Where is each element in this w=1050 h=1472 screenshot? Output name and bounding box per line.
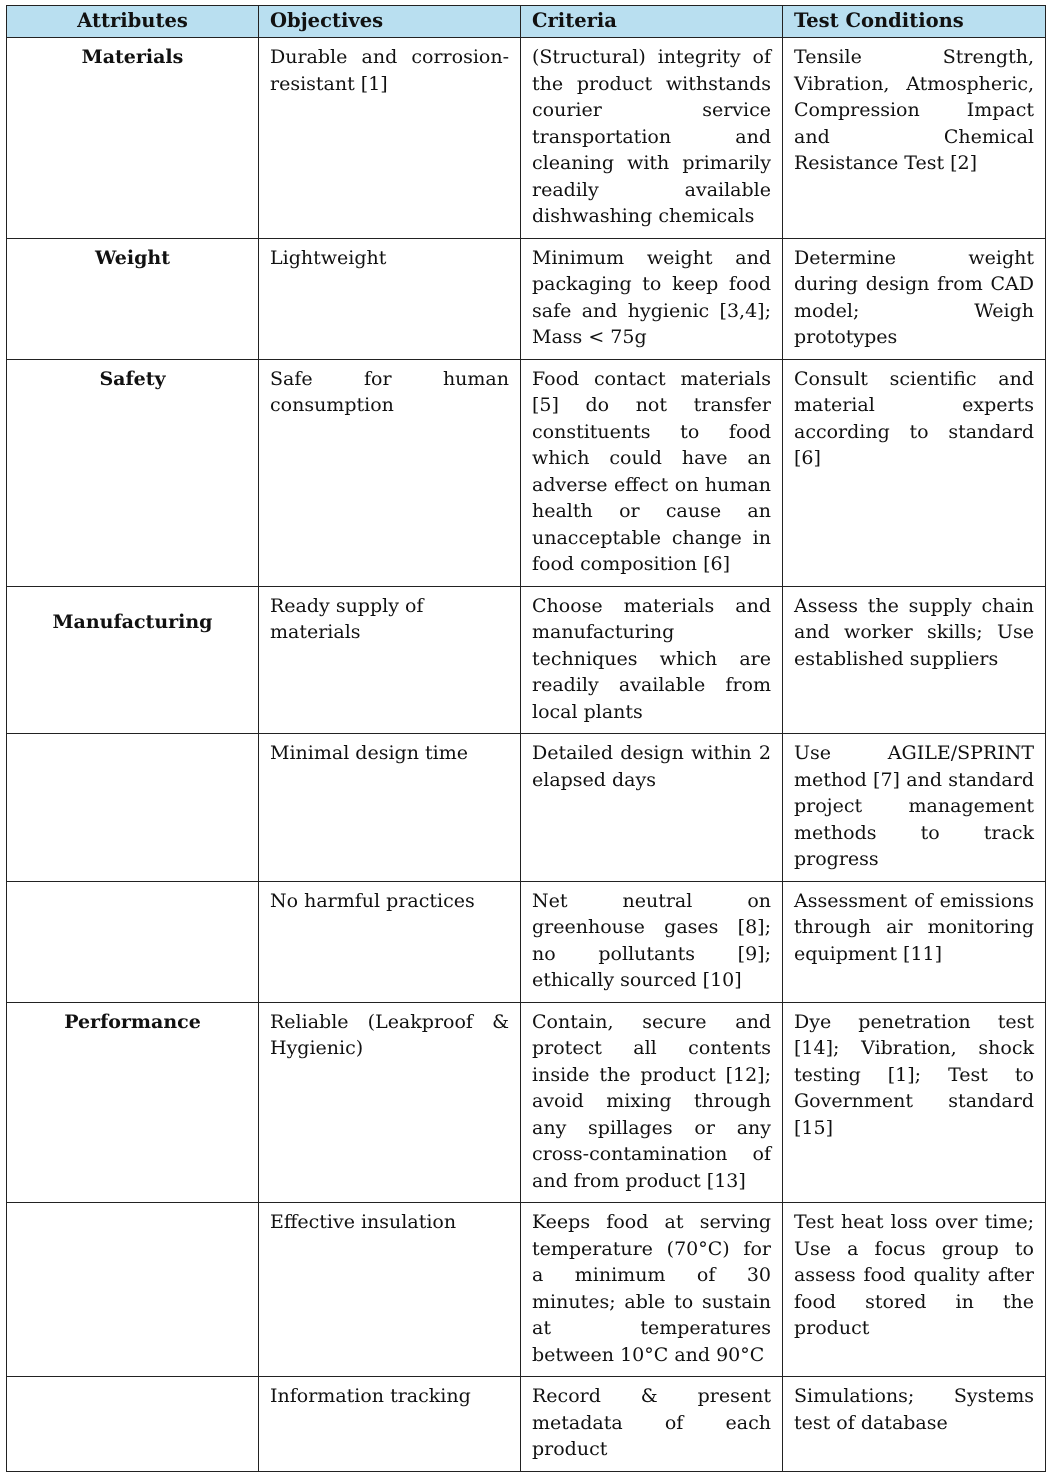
objective-cell: Minimal design time (259, 734, 521, 882)
attribute-cell (7, 1377, 259, 1472)
criteria-cell: Food contact materials [5] do not transfer constituents to food which could have an adverse effect on human health or cause an unacceptable change in food composition [6] (521, 359, 783, 586)
test-conditions-cell: Assessment of emissions through air monitoring equipment [11] (783, 881, 1046, 1002)
table-row (7, 38, 1046, 239)
table-row (7, 1002, 1046, 1203)
header-attributes: Attributes (7, 6, 259, 38)
header-criteria: Criteria (521, 6, 783, 38)
objective-cell: Reliable (Leakproof & Hygienic) (259, 1002, 521, 1203)
criteria-cell: Minimum weight and packaging to keep food safe and hygienic [3,4]; Mass < 75g (521, 238, 783, 359)
test-conditions-cell: Determine weight during design from CAD model; Weigh prototypes (783, 238, 1046, 359)
attribute-cell: Performance (7, 1002, 259, 1203)
table-row (7, 586, 1046, 734)
criteria-cell: Choose materials and manufacturing techniques which are readily available from local plants (521, 586, 783, 734)
test-conditions-cell: Test heat loss over time; Use a focus group to assess food quality after food stored in the product (783, 1203, 1046, 1377)
objective-cell: Information tracking (259, 1377, 521, 1472)
attribute-cell: Weight (7, 238, 259, 359)
header-objectives: Objectives (259, 6, 521, 38)
criteria-cell: Keeps food at serving temperature (70°C) for a minimum of 30 minutes; able to sustain at temperatures between 10°C and 90°C (521, 1203, 783, 1377)
objective-cell: Effective insulation (259, 1203, 521, 1377)
criteria-cell: Contain, secure and protect all contents inside the product [12]; avoid mixing through any spillages or any cross-contamination of and from product [13] (521, 1002, 783, 1203)
objective-cell: Safe for human consumption (259, 359, 521, 586)
table-row (7, 359, 1046, 586)
table-row (7, 734, 1046, 882)
attribute-cell: Manufacturing (7, 586, 259, 734)
table-row (7, 881, 1046, 1002)
header-test-conditions: Test Conditions (783, 6, 1046, 38)
objective-cell: Ready supply of materials (259, 586, 521, 734)
test-conditions-cell: Tensile Strength, Vibration, Atmospheric, Compression Impact and Chemical Resistance Test [2] (783, 38, 1046, 239)
test-conditions-cell: Dye penetration test [14]; Vibration, shock testing [1]; Test to Government standard [15] (783, 1002, 1046, 1203)
attribute-cell: Materials (7, 38, 259, 239)
criteria-cell: Detailed design within 2 elapsed days (521, 734, 783, 882)
criteria-cell: (Structural) integrity of the product withstands courier service transportation and cleaning with primarily readily available dishwashing chemicals (521, 38, 783, 239)
requirements-table (6, 5, 1046, 1472)
objective-cell: Lightweight (259, 238, 521, 359)
test-conditions-cell: Simulations; Systems test of database (783, 1377, 1046, 1472)
attribute-cell (7, 1203, 259, 1377)
header-row (7, 6, 1046, 38)
test-conditions-cell: Consult scientific and material experts according to standard [6] (783, 359, 1046, 586)
table-row (7, 1377, 1046, 1472)
criteria-cell: Net neutral on greenhouse gases [8]; no pollutants [9]; ethically sourced [10] (521, 881, 783, 1002)
objective-cell: No harmful practices (259, 881, 521, 1002)
criteria-cell: Record & present metadata of each product (521, 1377, 783, 1472)
test-conditions-cell: Assess the supply chain and worker skills; Use established suppliers (783, 586, 1046, 734)
attribute-cell (7, 734, 259, 882)
attribute-cell: Safety (7, 359, 259, 586)
objective-cell: Durable and corrosion-resistant [1] (259, 38, 521, 239)
table-row (7, 238, 1046, 359)
table-row (7, 1203, 1046, 1377)
attribute-cell (7, 881, 259, 1002)
test-conditions-cell: Use AGILE/SPRINT method [7] and standard project management methods to track progress (783, 734, 1046, 882)
